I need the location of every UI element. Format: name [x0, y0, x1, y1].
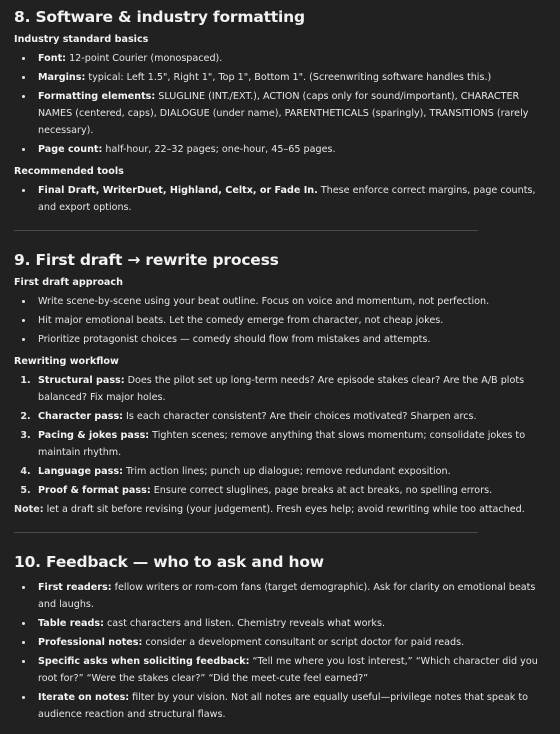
list-item: [34, 141, 546, 158]
list-item: [34, 182, 546, 216]
section-10-title: 10. Feedback — who to ask and how: [14, 553, 324, 571]
section-10: [14, 553, 546, 723]
list-item: [34, 653, 546, 687]
section-9-draft-list: [14, 293, 546, 348]
item-label: Font:: [38, 53, 67, 64]
note-text: let a draft sit before revising (your judgement). Fresh eyes help; avoid rewriting while too attached.: [43, 504, 525, 515]
list-item: [34, 312, 546, 329]
list-item: [34, 482, 546, 499]
item-label: Pacing & jokes pass:: [38, 430, 150, 441]
item-text: Does the pilot set up long-term needs? Are episode stakes clear? Are the A/B plots balanced? Fix major holes.: [38, 375, 525, 403]
list-item: [34, 331, 546, 348]
item-text: Ensure correct sluglines, page breaks at act breaks, no spelling errors.: [150, 485, 493, 496]
item-label: First readers:: [38, 582, 112, 593]
section-8-subheading-basics: Industry standard basics: [14, 34, 149, 45]
section-8: [14, 8, 546, 216]
note-label: Note:: [14, 504, 44, 515]
section-8-subheading-tools: Recommended tools: [14, 166, 124, 177]
item-label: Table reads:: [38, 618, 104, 629]
section-9-subheading-rewrite: Rewriting workflow: [14, 356, 119, 367]
divider: [14, 532, 478, 533]
section-8-tools-list: [14, 182, 546, 216]
item-text: SLUGLINE (INT./EXT.), ACTION (caps only for sound/important), CHARACTER NAMES (centered, caps), DIALOGUE (under name), PARENTHETICALS (sparingly), TRANSITIONS (rarely necessary).: [38, 91, 529, 136]
section-8-basics-list: [14, 50, 546, 158]
item-label: Character pass:: [38, 411, 123, 422]
list-item: [34, 615, 546, 632]
item-label: Page count:: [38, 144, 103, 155]
section-9-rewrite-list: [14, 372, 546, 499]
list-item: [34, 88, 546, 139]
item-label: Iterate on notes:: [38, 692, 130, 703]
item-text: Write scene-by-scene using your beat outline. Focus on voice and momentum, not perfection.: [38, 296, 490, 307]
item-label: Proof & format pass:: [38, 485, 151, 496]
list-item: [34, 634, 546, 651]
item-label: Professional notes:: [38, 637, 143, 648]
item-label: Final Draft, WriterDuet, Highland, Celtx, or Fade In.: [38, 185, 318, 196]
item-text: half-hour, 22–32 pages; one-hour, 45–65 pages.: [102, 144, 336, 155]
item-label: Specific asks when soliciting feedback:: [38, 656, 250, 667]
item-label: Language pass:: [38, 466, 123, 477]
section-9-note: [14, 501, 546, 518]
divider: [14, 230, 478, 231]
list-item: [34, 293, 546, 310]
item-text: Tighten scenes; remove anything that slows momentum; consolidate jokes to maintain rhythm.: [38, 430, 526, 458]
list-item: [34, 50, 546, 67]
item-text: typical: Left 1.5", Right 1", Top 1", Bottom 1". (Screenwriting software handles this.): [85, 72, 492, 83]
item-text: “Tell me where you lost interest,” “Which character did you root for?” “Were the stakes clear?” “Did the meet-cute feel earned?”: [38, 656, 538, 684]
item-text: Prioritize protagonist choices — comedy should flow from mistakes and attempts.: [38, 334, 431, 345]
list-item: [34, 463, 546, 480]
section-9-title: 9. First draft → rewrite process: [14, 251, 279, 269]
item-text: fellow writers or rom-com fans (target demographic). Ask for clarity on emotional beats and laughs.: [38, 582, 536, 610]
list-item: [34, 689, 546, 723]
section-10-list: [14, 579, 546, 723]
list-item: [34, 427, 546, 461]
item-text: consider a development consultant or script doctor for paid reads.: [142, 637, 465, 648]
list-item: [34, 69, 546, 86]
item-label: Structural pass:: [38, 375, 125, 386]
section-9-subheading-draft: First draft approach: [14, 277, 123, 288]
item-label: Margins:: [38, 72, 86, 83]
item-text: These enforce correct margins, page counts, and export options.: [38, 185, 536, 213]
item-text: cast characters and listen. Chemistry reveals what works.: [103, 618, 386, 629]
item-text: Is each character consistent? Are their choices motivated? Sharpen arcs.: [123, 411, 477, 422]
item-text: 12-point Courier (monospaced).: [66, 53, 223, 64]
section-8-title: 8. Software & industry formatting: [14, 8, 305, 26]
section-9: [14, 251, 546, 518]
item-text: Hit major emotional beats. Let the comedy emerge from character, not cheap jokes.: [38, 315, 444, 326]
item-text: filter by your vision. Not all notes are equally useful—privilege notes that speak to audience reaction and structural flaws.: [38, 692, 529, 720]
item-text: Trim action lines; punch up dialogue; remove redundant exposition.: [122, 466, 451, 477]
item-label: Formatting elements:: [38, 91, 156, 102]
list-item: [34, 408, 546, 425]
list-item: [34, 372, 546, 406]
list-item: [34, 579, 546, 613]
